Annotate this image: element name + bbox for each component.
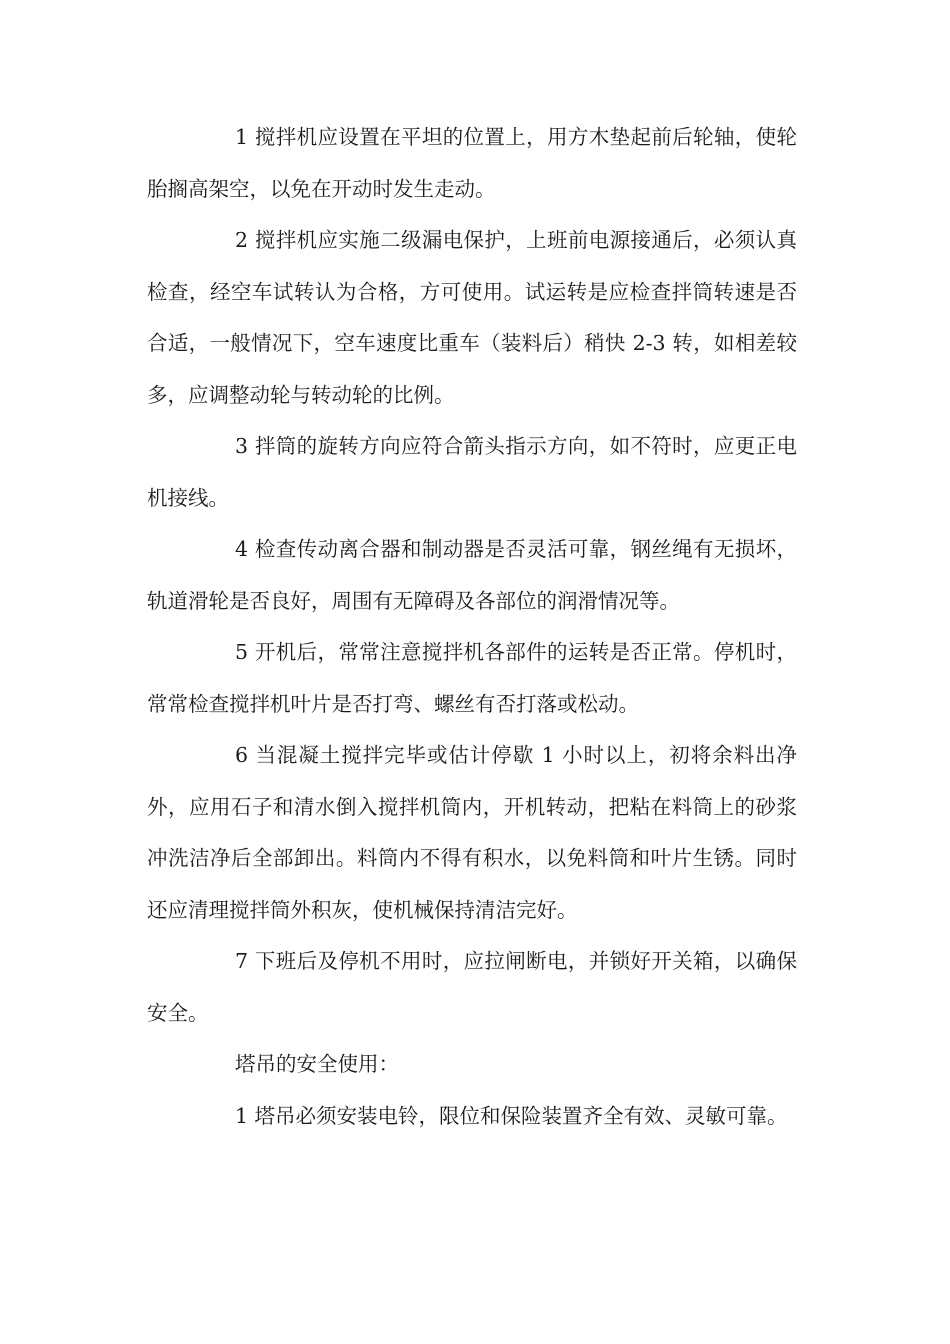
paragraph-clutch-brake-check: 4 检查传动离合器和制动器是否灵活可靠，钢丝绳有无损坏，轨道滑轮是否良好，周围有无障碍及各部位的润滑情况等。 bbox=[147, 537, 797, 613]
paragraph-tower-crane-bell: 1 塔吊必须安装电铃，限位和保险装置齐全有效、灵敏可靠。 bbox=[235, 1103, 788, 1128]
document-body bbox=[147, 112, 797, 1142]
paragraph-mixer-placement: 1 搅拌机应设置在平坦的位置上，用方木垫起前后轮轴，使轮胎搁高架空，以免在开动时发生走动。 bbox=[147, 125, 797, 201]
paragraph-operation-check: 5 开机后，常常注意搅拌机各部件的运转是否正常。停机时，常常检查搅拌机叶片是否打弯、螺丝有否打落或松动。 bbox=[147, 640, 797, 716]
section-heading-tower-crane: 塔吊的安全使用： bbox=[235, 1052, 399, 1076]
paragraph-power-off: 7 下班后及停机不用时，应拉闸断电，并锁好开关箱，以确保安全。 bbox=[147, 949, 797, 1025]
paragraph-cleaning: 6 当混凝土搅拌完毕或估计停歇 1 小时以上，初将余料出净外，应用石子和清水倒入搅拌机筒内，开机转动，把粘在料筒上的砂浆冲洗洁净后全部卸出。料筒内不得有积水，以免料筒和叶片生锈。同时还应清理搅拌筒外积灰，使机械保持清洁完好。 bbox=[147, 743, 797, 922]
paragraph-drum-rotation: 3 拌筒的旋转方向应符合箭头指示方向，如不符时，应更正电机接线。 bbox=[147, 434, 797, 510]
paragraph-mixer-leakage-protection: 2 搅拌机应实施二级漏电保护，上班前电源接通后，必须认真检查，经空车试转认为合格，方可使用。试运转是应检查拌筒转速是否合适，一般情况下，空车速度比重车（装料后）稍快 2-3 转，如相差较多，应调整动轮与转动轮的比例。 bbox=[147, 228, 797, 407]
